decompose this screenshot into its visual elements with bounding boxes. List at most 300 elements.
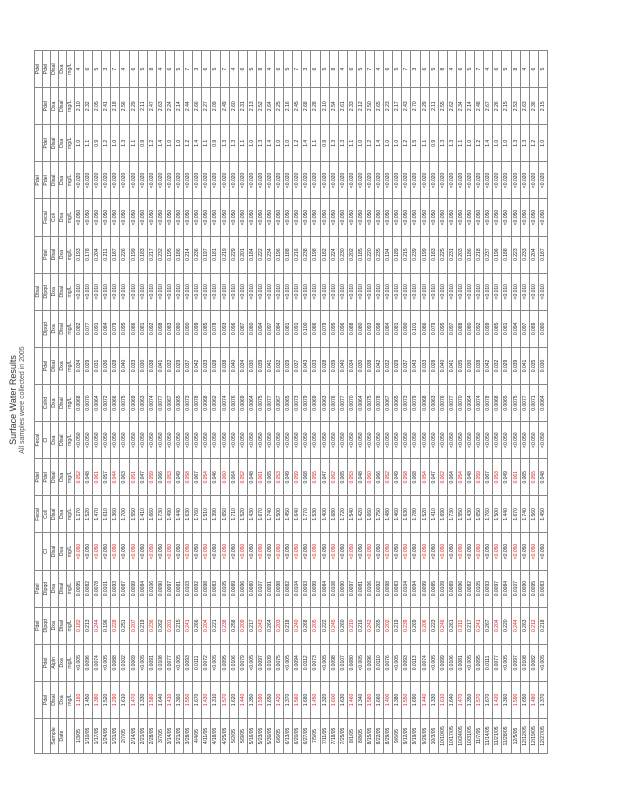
result-cell: 0.236 xyxy=(147,607,156,644)
result-cell: <0.010 xyxy=(375,273,384,310)
result-cell: <0.020 xyxy=(447,162,456,199)
result-cell: <0.010 xyxy=(338,273,347,310)
column-header-cell: Dxa xyxy=(51,607,59,644)
result-cell: 6 xyxy=(275,51,284,88)
result-cell: 0.193 xyxy=(75,236,84,273)
result-cell: 0.0090 xyxy=(520,570,529,607)
result-cell: 0.0091 xyxy=(265,570,274,607)
column-header-cell: Pdel xyxy=(43,51,51,88)
result-cell: 0.090 xyxy=(184,310,193,347)
result-cell: <0.050 xyxy=(347,533,356,570)
result-cell: 0.0082 xyxy=(84,570,93,607)
result-cell: 1.0 xyxy=(466,125,475,162)
result-cell: 0.0065 xyxy=(284,385,293,422)
result-cell: 0.0106 xyxy=(229,644,238,681)
sample-date-cell: 9/19/05 xyxy=(411,719,420,754)
result-cell: 1.370 xyxy=(538,681,547,718)
result-cell: <0.050 xyxy=(411,199,420,236)
result-cell: 0.0072 xyxy=(202,644,211,681)
result-cell: 0.040 xyxy=(338,347,347,384)
result-cell: <0.050 xyxy=(265,533,274,570)
result-cell: 0.0074 xyxy=(93,644,102,681)
result-cell: 0.032 xyxy=(275,347,284,384)
result-cell: 1.2 xyxy=(475,125,484,162)
result-cell: 0.062 xyxy=(329,459,338,496)
result-cell: 0.0095 xyxy=(475,644,484,681)
column-header-cell: Colrd xyxy=(43,385,51,422)
result-cell: 0.0106 xyxy=(147,570,156,607)
result-cell: 0.090 xyxy=(402,310,411,347)
result-cell: 0.0076 xyxy=(329,385,338,422)
column-header-cell: Pdel xyxy=(43,162,51,199)
column-header-cell: Dlsal xyxy=(59,88,67,125)
column-header-cell xyxy=(35,681,43,718)
result-cell: 0.189 xyxy=(393,236,402,273)
table-body xyxy=(75,51,548,754)
column-header-cell xyxy=(35,347,43,384)
unit-cell: mg/L xyxy=(67,681,75,718)
result-cell: <0.050 xyxy=(138,422,147,459)
table-row xyxy=(229,51,238,754)
result-cell: 0.196 xyxy=(102,607,111,644)
column-header-cell: Dlsal xyxy=(59,570,67,607)
result-cell: 0.231 xyxy=(447,236,456,273)
result-cell: 1.640 xyxy=(447,681,456,718)
result-cell: 3 xyxy=(302,51,311,88)
result-cell: <0.050 xyxy=(111,199,120,236)
column-header-cell: Coli xyxy=(43,496,51,533)
result-cell: 2.54 xyxy=(329,88,338,125)
sample-date-cell: 5/30/05 xyxy=(265,719,274,754)
result-cell: 1.600 xyxy=(329,681,338,718)
result-cell: 1.610 xyxy=(438,681,447,718)
result-cell: 0.0068 xyxy=(420,385,429,422)
result-cell: <0.020 xyxy=(338,162,347,199)
table-row xyxy=(102,51,111,754)
result-cell: 0.204 xyxy=(529,236,538,273)
result-cell: 1.2 xyxy=(102,125,111,162)
result-cell: <0.020 xyxy=(184,162,193,199)
result-cell: 0.0079 xyxy=(411,385,420,422)
result-cell: <0.050 xyxy=(211,533,220,570)
result-cell: <0.050 xyxy=(193,533,202,570)
header-row xyxy=(43,51,51,754)
result-cell: 0.039 xyxy=(511,347,520,384)
result-cell: 0.041 xyxy=(520,347,529,384)
result-cell: <0.020 xyxy=(347,162,356,199)
result-cell: <0.050 xyxy=(284,199,293,236)
result-cell: <0.010 xyxy=(111,273,120,310)
result-cell: 1.1 xyxy=(420,125,429,162)
result-cell: 0.0109 xyxy=(265,644,274,681)
result-cell: 0.079 xyxy=(111,310,120,347)
sample-date-cell: 8/22/05 xyxy=(375,719,384,754)
result-cell: 0.0077 xyxy=(447,385,456,422)
result-cell: <0.020 xyxy=(420,162,429,199)
result-cell: 0.238 xyxy=(302,236,311,273)
result-cell: <0.050 xyxy=(111,533,120,570)
sample-date-cell: 10/3/05 xyxy=(429,719,438,754)
column-header-cell: Pdel xyxy=(43,644,51,681)
result-cell: 0.028 xyxy=(211,347,220,384)
result-cell: <0.050 xyxy=(138,199,147,236)
result-cell: 0.232 xyxy=(156,236,165,273)
result-cell: 0.0070 xyxy=(347,385,356,422)
result-cell: 0.038 xyxy=(475,347,484,384)
result-cell: 0.065 xyxy=(265,459,274,496)
sample-date-cell: 12/19/05 xyxy=(529,719,538,754)
result-cell: 0.0080 xyxy=(347,644,356,681)
sample-date-cell: 12/12/05 xyxy=(520,719,529,754)
result-cell: 2.32 xyxy=(84,88,93,125)
result-cell: 6 xyxy=(456,51,465,88)
result-cell: <0.050 xyxy=(466,533,475,570)
result-cell: 0.181 xyxy=(211,236,220,273)
result-cell: 0.085 xyxy=(493,310,502,347)
result-cell: 0.9 xyxy=(429,125,438,162)
result-cell: 0.061 xyxy=(256,459,265,496)
result-cell: <0.010 xyxy=(329,273,338,310)
result-cell: 0.094 xyxy=(511,310,520,347)
result-cell: <0.010 xyxy=(247,273,256,310)
result-cell: <0.050 xyxy=(120,533,129,570)
result-cell: 0.251 xyxy=(120,607,129,644)
result-cell: 2.26 xyxy=(493,88,502,125)
result-cell: 0.0069 xyxy=(129,644,138,681)
result-cell: 0.0098 xyxy=(384,570,393,607)
result-cell: <0.050 xyxy=(184,422,193,459)
result-cell: <0.050 xyxy=(184,533,193,570)
result-cell: <0.010 xyxy=(165,273,174,310)
column-header-cell: Dlpqd xyxy=(43,570,51,607)
result-cell: 0.030 xyxy=(247,347,256,384)
result-cell: 0.061 xyxy=(511,459,520,496)
result-cell: 1.470 xyxy=(93,496,102,533)
result-cell: 0.223 xyxy=(511,236,520,273)
result-cell: 0.0098 xyxy=(202,570,211,607)
result-cell: 5 xyxy=(356,51,365,88)
result-cell: <0.020 xyxy=(402,162,411,199)
result-cell: <0.050 xyxy=(247,199,256,236)
result-cell: 0.210 xyxy=(347,607,356,644)
result-cell: <0.050 xyxy=(402,422,411,459)
column-header-cell: Dlsal xyxy=(51,236,59,273)
result-cell: 2.28 xyxy=(311,88,320,125)
result-cell: <0.050 xyxy=(520,422,529,459)
result-cell: <0.010 xyxy=(511,273,520,310)
result-cell: 2.13 xyxy=(247,88,256,125)
result-cell: <0.010 xyxy=(366,273,375,310)
result-cell: <0.050 xyxy=(129,533,138,570)
column-header-cell: Date xyxy=(59,719,67,754)
result-cell: 0.241 xyxy=(475,607,484,644)
result-cell: 1.740 xyxy=(265,496,274,533)
result-cell: 0.244 xyxy=(93,607,102,644)
result-cell: <0.010 xyxy=(147,273,156,310)
result-cell: <0.020 xyxy=(529,162,538,199)
result-cell: 0.194 xyxy=(384,236,393,273)
result-cell: 0.0078 xyxy=(375,385,384,422)
column-header-cell: Dxa xyxy=(59,681,67,718)
table-row xyxy=(329,51,338,754)
column-header-cell: Dlsal xyxy=(51,125,59,162)
result-cell: 0.0091 xyxy=(147,644,156,681)
result-cell: 1.730 xyxy=(156,496,165,533)
result-cell: 0.258 xyxy=(229,607,238,644)
result-cell: 2.17 xyxy=(393,88,402,125)
result-cell: 1.0 xyxy=(75,125,84,162)
result-cell: <0.010 xyxy=(411,273,420,310)
column-header-cell: Pdel xyxy=(43,88,51,125)
result-cell: 0.037 xyxy=(184,347,193,384)
result-cell: 5 xyxy=(466,51,475,88)
column-header-cell: Dlsal xyxy=(59,607,67,644)
column-header-cell: Dxa xyxy=(51,88,59,125)
result-cell: 0.100 xyxy=(302,310,311,347)
result-cell: 0.204 xyxy=(202,607,211,644)
column-header-cell: Dxa xyxy=(51,570,59,607)
result-cell: 1.650 xyxy=(475,496,484,533)
result-cell: 0.213 xyxy=(84,607,93,644)
result-cell: 4 xyxy=(120,51,129,88)
result-cell: 5 xyxy=(138,51,147,88)
column-header-cell xyxy=(35,644,43,681)
result-cell: 0.039 xyxy=(329,347,338,384)
unit-cell: mg/L xyxy=(67,496,75,533)
result-cell: 0.0097 xyxy=(347,570,356,607)
result-cell: 0.184 xyxy=(247,236,256,273)
result-cell: 1.430 xyxy=(466,496,475,533)
result-cell: 0.0075 xyxy=(120,385,129,422)
result-cell: 0.058 xyxy=(402,459,411,496)
result-cell: 0.040 xyxy=(438,347,447,384)
result-cell: 2.67 xyxy=(484,88,493,125)
table-row xyxy=(165,51,174,754)
result-cell: 0.060 xyxy=(366,459,375,496)
result-cell: 1.670 xyxy=(484,681,493,718)
result-cell: 0.084 xyxy=(384,310,393,347)
result-cell: <0.020 xyxy=(375,162,384,199)
result-cell: 2.25 xyxy=(275,88,284,125)
result-cell: 1.380 xyxy=(393,681,402,718)
result-cell: 2.27 xyxy=(202,88,211,125)
result-cell: 1.450 xyxy=(84,681,93,718)
result-cell: 1.630 xyxy=(338,681,347,718)
result-cell: <0.050 xyxy=(420,199,429,236)
result-cell: 0.265 xyxy=(375,607,384,644)
result-cell: 0.204 xyxy=(93,236,102,273)
result-cell: <0.020 xyxy=(493,162,502,199)
result-cell: 0.053 xyxy=(493,459,502,496)
result-cell: 6 xyxy=(129,51,138,88)
result-cell: 0.188 xyxy=(502,236,511,273)
result-cell: <0.050 xyxy=(347,422,356,459)
result-cell: <0.010 xyxy=(356,273,365,310)
result-cell: 2.47 xyxy=(147,88,156,125)
unit-cell: mg/L xyxy=(67,607,75,644)
result-cell: 0.209 xyxy=(238,607,247,644)
result-cell: 1.0 xyxy=(275,125,284,162)
result-cell: 0.051 xyxy=(129,459,138,496)
result-cell: <0.005 xyxy=(356,644,365,681)
table-row xyxy=(138,51,147,754)
result-cell: 2.64 xyxy=(265,88,274,125)
result-cell: <0.050 xyxy=(520,199,529,236)
result-cell: 0.0101 xyxy=(102,570,111,607)
result-cell: 0.239 xyxy=(411,236,420,273)
sample-date-cell: 1/17/05 xyxy=(93,719,102,754)
result-cell: <0.050 xyxy=(520,533,529,570)
result-cell: 0.062 xyxy=(438,459,447,496)
result-cell: 7 xyxy=(184,51,193,88)
column-header-cell: Dlsal xyxy=(59,385,67,422)
result-cell: 0.0076 xyxy=(438,385,447,422)
result-cell: <0.050 xyxy=(411,533,420,570)
result-cell: <0.050 xyxy=(529,533,538,570)
result-cell: 7 xyxy=(366,51,375,88)
result-cell: 2.11 xyxy=(429,88,438,125)
result-cell: <0.010 xyxy=(429,273,438,310)
result-cell: <0.050 xyxy=(384,533,393,570)
result-cell: <0.020 xyxy=(320,162,329,199)
result-cell: <0.050 xyxy=(311,199,320,236)
result-cell: <0.010 xyxy=(211,273,220,310)
result-cell: <0.010 xyxy=(393,273,402,310)
result-cell: <0.020 xyxy=(311,162,320,199)
result-cell: 0.241 xyxy=(184,607,193,644)
result-cell: 0.0099 xyxy=(420,570,429,607)
result-cell: <0.050 xyxy=(284,422,293,459)
result-cell: 2.14 xyxy=(175,88,184,125)
result-cell: 1.350 xyxy=(466,681,475,718)
table-row xyxy=(211,51,220,754)
result-cell: 0.097 xyxy=(447,310,456,347)
result-cell: 2.15 xyxy=(502,88,511,125)
result-cell: <0.050 xyxy=(256,533,265,570)
result-cell: <0.050 xyxy=(102,199,111,236)
result-cell: <0.050 xyxy=(356,199,365,236)
result-cell: 0.049 xyxy=(393,459,402,496)
result-cell: 0.032 xyxy=(384,347,393,384)
result-cell: 0.037 xyxy=(293,347,302,384)
result-cell: <0.010 xyxy=(402,273,411,310)
result-cell: 0.0073 xyxy=(311,644,320,681)
result-cell: 1.710 xyxy=(229,496,238,533)
unit-cell: mg/L xyxy=(67,459,75,496)
result-cell: 1.660 xyxy=(375,681,384,718)
result-cell: <0.005 xyxy=(466,644,475,681)
result-cell: <0.050 xyxy=(475,422,484,459)
result-cell: <0.050 xyxy=(284,533,293,570)
sample-date-cell: 10/31/05 xyxy=(466,719,475,754)
result-cell: 0.182 xyxy=(320,236,329,273)
result-cell: <0.050 xyxy=(320,422,329,459)
result-cell: <0.005 xyxy=(102,644,111,681)
table-row xyxy=(93,51,102,754)
sample-date-cell: 1/24/05 xyxy=(102,719,111,754)
result-cell: 0.079 xyxy=(429,310,438,347)
result-cell: <0.050 xyxy=(129,199,138,236)
result-cell: 0.267 xyxy=(484,607,493,644)
result-cell: 0.059 xyxy=(475,459,484,496)
result-cell: 1.740 xyxy=(520,496,529,533)
table-row xyxy=(529,51,538,754)
result-cell: 1.570 xyxy=(475,681,484,718)
result-cell: 0.038 xyxy=(220,347,229,384)
result-cell: 0.0074 xyxy=(220,385,229,422)
result-cell: 1.560 xyxy=(529,496,538,533)
column-header-cell: Fecal xyxy=(35,422,43,459)
result-cell: <0.050 xyxy=(102,533,111,570)
result-cell: 0.047 xyxy=(429,459,438,496)
result-cell: 0.036 xyxy=(102,347,111,384)
result-cell: 0.0092 xyxy=(193,570,202,607)
result-cell: 0.029 xyxy=(502,347,511,384)
sample-date-cell: 5/2/05 xyxy=(229,719,238,754)
result-cell: 1.460 xyxy=(347,681,356,718)
table-row xyxy=(520,51,529,754)
result-cell: <0.050 xyxy=(311,422,320,459)
result-cell: 0.244 xyxy=(511,607,520,644)
sample-date-cell: 6/20/05 xyxy=(293,719,302,754)
result-cell: <0.010 xyxy=(193,273,202,310)
result-cell: <0.010 xyxy=(238,273,247,310)
result-cell: 1.560 xyxy=(293,681,302,718)
table-row xyxy=(84,51,93,754)
result-cell: 0.0067 xyxy=(384,385,393,422)
result-cell: 0.0064 xyxy=(247,385,256,422)
result-cell: 0.203 xyxy=(275,607,284,644)
result-cell: <0.050 xyxy=(429,199,438,236)
result-cell: 0.207 xyxy=(129,607,138,644)
column-header-cell xyxy=(35,719,43,754)
result-cell: 0.266 xyxy=(193,607,202,644)
result-cell: 2.09 xyxy=(211,88,220,125)
result-cell: 2.66 xyxy=(193,88,202,125)
result-cell: 0.038 xyxy=(366,347,375,384)
result-cell: <0.020 xyxy=(466,162,475,199)
result-cell: 0.0083 xyxy=(393,570,402,607)
result-cell: <0.050 xyxy=(456,422,465,459)
result-cell: 0.035 xyxy=(456,347,465,384)
sample-date-cell: 11/21/05 xyxy=(493,719,502,754)
result-cell: 1.440 xyxy=(175,496,184,533)
result-cell: 0.0064 xyxy=(356,385,365,422)
result-cell: 0.0071 xyxy=(529,385,538,422)
table-row xyxy=(284,51,293,754)
result-cell: 0.060 xyxy=(220,459,229,496)
result-cell: <0.020 xyxy=(411,162,420,199)
result-cell: 0.0099 xyxy=(311,570,320,607)
result-cell: 0.0068 xyxy=(202,385,211,422)
result-cell: <0.050 xyxy=(366,422,375,459)
result-cell: 0.094 xyxy=(256,310,265,347)
result-cell: 0.218 xyxy=(284,607,293,644)
result-cell: <0.050 xyxy=(420,533,429,570)
result-cell: 0.047 xyxy=(320,459,329,496)
result-cell: 0.228 xyxy=(111,607,120,644)
result-cell: 1.530 xyxy=(311,496,320,533)
result-cell: <0.050 xyxy=(93,533,102,570)
result-cell: 0.0093 xyxy=(111,570,120,607)
result-cell: 1.380 xyxy=(93,681,102,718)
sample-date-cell: 8/1/05 xyxy=(347,719,356,754)
result-cell: 0.028 xyxy=(111,347,120,384)
result-cell: 5 xyxy=(247,51,256,88)
table-row xyxy=(402,51,411,754)
result-cell: 2.45 xyxy=(293,88,302,125)
table-row xyxy=(538,51,547,754)
